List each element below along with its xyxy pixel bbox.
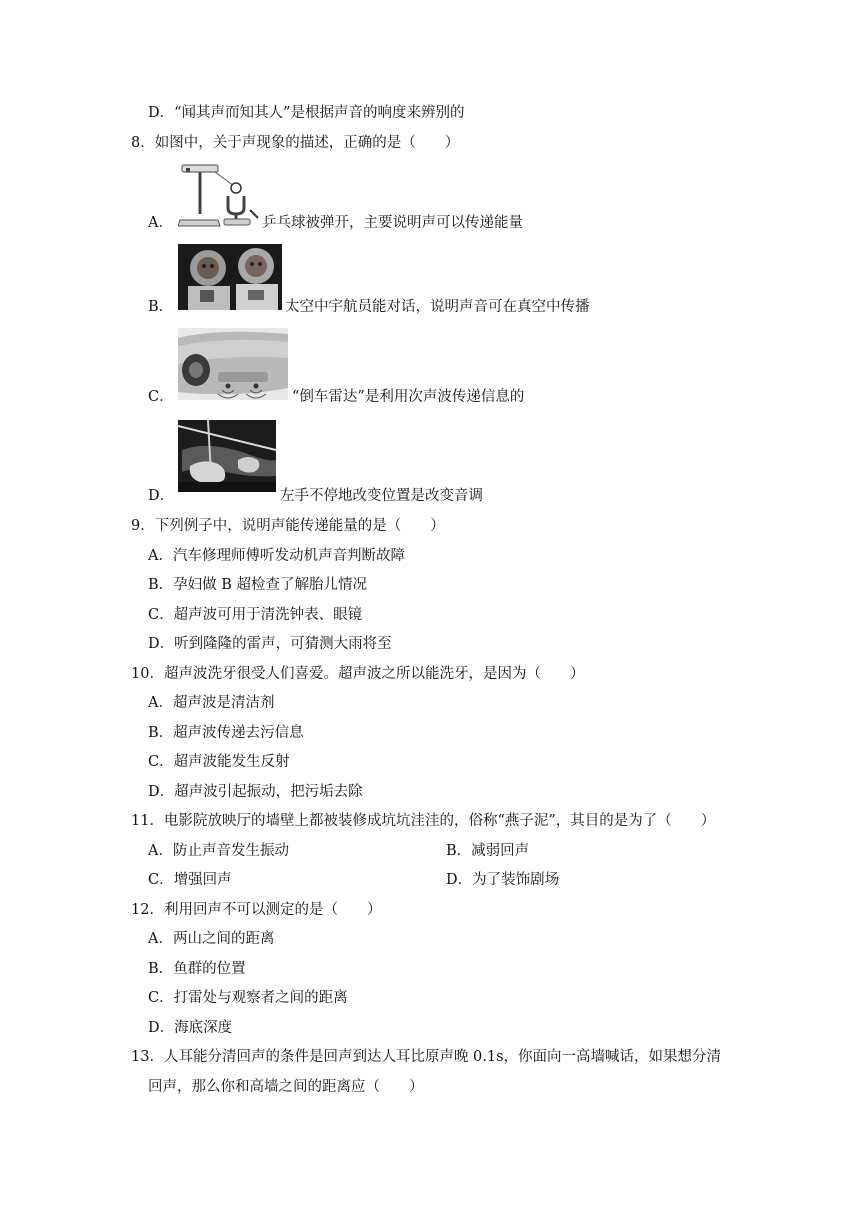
- q10-option-a: A．超声波是清洁剂: [148, 695, 275, 711]
- q9-option-a: A．汽车修理师傅听发动机声音判断故障: [148, 548, 405, 564]
- q9-option-d: D．听到隆隆的雷声，可猜测大雨将至: [148, 636, 392, 652]
- q8-option-d-label: D．: [148, 488, 175, 504]
- car-reverse-radar-photo: [178, 328, 288, 400]
- q12-option-b: B．鱼群的位置: [148, 961, 246, 977]
- q8-option-d-text: 左手不停地改变位置是改变音调: [280, 488, 483, 504]
- q12-option-a: A．两山之间的距离: [148, 931, 275, 947]
- q8-option-c-label: C．: [148, 389, 174, 405]
- astronauts-photo: [178, 244, 282, 310]
- q9-option-b: B．孕妇做 B 超检查了解胎儿情况: [148, 577, 368, 593]
- q8-option-c-text: “倒车雷达”是利用次声波传递信息的: [292, 389, 525, 405]
- q8-option-a-text: 乒乓球被弹开，主要说明声可以传递能量: [262, 215, 523, 231]
- tuning-fork-pingpong-illustration: [178, 162, 262, 228]
- q9-option-c: C．超声波可用于清洗钟表、眼镜: [148, 607, 363, 623]
- q10-option-c: C．超声波能发生反射: [148, 754, 290, 770]
- q12-option-d: D．海底深度: [148, 1020, 233, 1036]
- q11-option-c: C．增强回声: [148, 872, 232, 888]
- q13-stem-line1: 13．人耳能分清回声的条件是回声到达人耳比原声晚 0.1s，你面向一高墙喊话，如果想分清: [131, 1049, 722, 1065]
- q10-option-d: D．超声波引起振动，把污垢去除: [148, 784, 363, 800]
- q10-option-b: B．超声波传递去污信息: [148, 725, 304, 741]
- q11-option-b: B．减弱回声: [446, 843, 530, 859]
- q8-stem: 8．如图中，关于声现象的描述，正确的是（ ）: [131, 135, 460, 151]
- q8-option-b-label: B．: [148, 299, 174, 315]
- q11-option-a: A．防止声音发生振动: [148, 843, 289, 859]
- q13-stem-line2: 回声，那么你和高墙之间的距离应（ ）: [148, 1079, 424, 1095]
- q12-option-c: C．打雷处与观察者之间的距离: [148, 990, 348, 1006]
- q8-option-b-text: 太空中宇航员能对话，说明声音可在真空中传播: [285, 299, 590, 315]
- violin-playing-photo: [178, 420, 276, 492]
- q11-option-d: D．为了装饰剧场: [446, 872, 560, 888]
- q7-option-d: D．“闻其声而知其人”是根据声音的响度来辨别的: [148, 105, 465, 121]
- q8-option-a-label: A．: [148, 215, 173, 231]
- q11-stem: 11．电影院放映厅的墙壁上都被装修成坑坑洼洼的，俗称“燕子泥”，其目的是为了（ ）: [131, 813, 716, 829]
- q12-stem: 12．利用回声不可以测定的是（ ）: [131, 902, 382, 918]
- q10-stem: 10．超声波洗牙很受人们喜爱。超声波之所以能洗牙，是因为（ ）: [131, 666, 585, 682]
- q9-stem: 9．下列例子中，说明声能传递能量的是（ ）: [131, 518, 445, 534]
